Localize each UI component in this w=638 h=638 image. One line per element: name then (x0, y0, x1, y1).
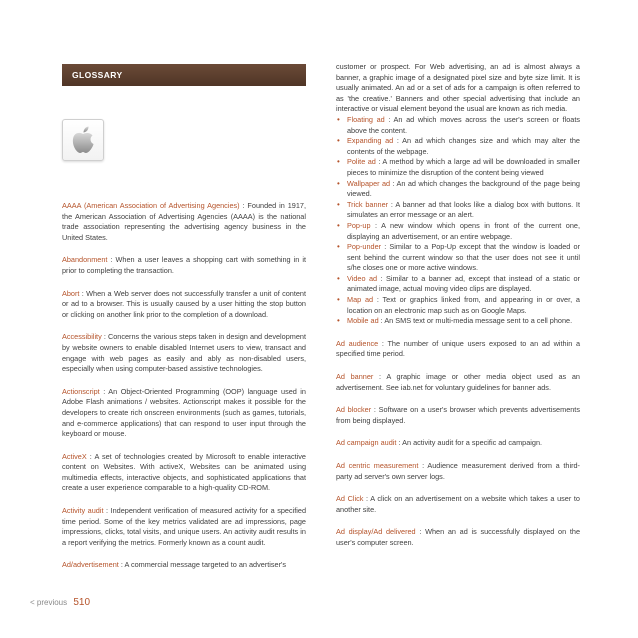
glossary-term[interactable]: ActiveX (62, 451, 87, 461)
glossary-definition: : A commercial message targeted to an advertiser's (118, 560, 287, 570)
glossary-definition: : An ad which changes size and which may alter the contents of the webpage. (347, 136, 580, 156)
apple-logo-icon (62, 119, 104, 161)
glossary-entry (336, 339, 580, 360)
glossary-definition: : Audience measurement derived from a third-party ad server's own server logs. (336, 461, 580, 481)
ad-type-item (336, 295, 580, 316)
glossary-definition: : When a Web server does not successfully transfer a unit of content or ad to a browser. This is usually caused by a user hitting the stop button or clicking on another link prior to the completion of a download. (62, 288, 306, 319)
glossary-term[interactable]: Video ad (347, 273, 378, 283)
glossary-term[interactable]: Pop-under (347, 242, 382, 252)
glossary-entry (62, 506, 306, 548)
glossary-entry (62, 201, 306, 243)
glossary-term[interactable]: Actionscript (62, 386, 100, 396)
glossary-term[interactable]: Ad blocker (336, 405, 372, 415)
right-column (336, 62, 580, 561)
glossary-definition: : An activity audit for a specific ad campaign. (396, 438, 543, 448)
ad-type-item (336, 221, 580, 242)
ad-type-item (336, 316, 580, 327)
glossary-definition: : A set of technologies created by Microsoft to enable interactive content on Websites. With activeX, Websites can be animated using multimedia effects, interactive objects, and sophisticated applications that create a user experience comparable to a high-quality CD-ROM. (62, 451, 306, 493)
glossary-term[interactable]: Ad Click (336, 494, 364, 504)
glossary-definition: : A graphic image or other media object used as an advertisement. See iab.net for voluntary guidelines for banner ads. (336, 372, 580, 392)
glossary-definition: : An ad which moves across the user's screen or floats above the content. (347, 114, 580, 135)
ad-type-item (336, 274, 580, 295)
glossary-definition: : A method by which a large ad will be downloaded in smaller pieces to minimize the disruption of the content being viewed (347, 157, 580, 177)
glossary-definition: : A new window which opens in front of the current one, displaying an advertisement, or an entire webpage. (347, 220, 580, 241)
glossary-entry (62, 452, 306, 494)
ad-types-list (336, 115, 580, 327)
glossary-definition: : When a user leaves a shopping cart with something in it prior to completing the transaction. (62, 255, 306, 275)
continued-definition: customer or prospect. For Web advertising, an ad is almost always a banner, a graphic image of a designated pixel size and byte size limit. It is usually animated. An ad or a set of ads for a campaign is often referred to as 'the creative.' Banners and other special advertising that include an interactive or visual element beyond the usual are known as rich media. (336, 62, 580, 114)
glossary-definition: : Software on a user's browser which prevents advertisements from being displayed. (336, 405, 580, 425)
glossary-term[interactable]: AAAA (American Association of Advertising Agencies) (62, 201, 240, 210)
glossary-entry (336, 461, 580, 482)
glossary-entry (336, 372, 580, 393)
glossary-term[interactable]: Mobile ad (347, 316, 379, 326)
right-glossary-list (336, 339, 580, 549)
ad-type-item (336, 136, 580, 157)
glossary-definition: : Text or graphics linked from, and appearing in or over, a location on an electronic map such as on Google Maps. (347, 295, 580, 315)
glossary-term[interactable]: Wallpaper ad (347, 178, 391, 188)
glossary-term[interactable]: Accessibility (62, 332, 102, 342)
glossary-term[interactable]: Expanding ad (347, 136, 394, 146)
glossary-entry (62, 387, 306, 440)
glossary-term[interactable]: Ad display/Ad delivered (336, 527, 416, 537)
glossary-term[interactable]: Map ad (347, 295, 374, 305)
ad-type-item (336, 179, 580, 200)
glossary-entry (336, 405, 580, 426)
glossary-definition: : Founded in 1917, the American Association of Advertising Agencies (AAAA) is the national trade association representing the advertising agency business in the United States. (62, 201, 306, 242)
glossary-definition: : Similar to a banner ad, except that instead of a static or animated image, actual moving video clips are displayed. (347, 273, 580, 294)
glossary-entry (62, 332, 306, 374)
glossary-term[interactable]: Ad banner (336, 372, 374, 382)
glossary-entry (62, 255, 306, 276)
glossary-definition: : A banner ad that looks like a dialog box with buttons. It simulates an error message or an alert. (347, 199, 580, 220)
glossary-term[interactable]: Floating ad (347, 114, 385, 124)
ad-type-item (336, 115, 580, 136)
ad-type-item (336, 157, 580, 178)
left-column (62, 64, 306, 583)
glossary-entry (336, 494, 580, 515)
glossary-definition: : Independent verification of measured activity for a specified time period. Some of the key metrics validated are ad impressions, page impressions, clicks, total visits, and unique users. An activity audit results in a report verifying the metrics. Formerly known as a count audit. (62, 506, 307, 547)
ad-type-item (336, 200, 580, 221)
glossary-entry (62, 560, 306, 571)
glossary-term[interactable]: Ad audience (336, 338, 379, 348)
previous-page-link[interactable]: < previous (30, 598, 68, 607)
left-glossary-list (62, 201, 306, 571)
glossary-definition: : A click on an advertisement on a website which takes a user to another site. (336, 494, 580, 514)
glossary-entry (336, 438, 580, 449)
glossary-term[interactable]: Ad/advertisement (62, 560, 119, 570)
glossary-term[interactable]: Polite ad (347, 157, 376, 167)
glossary-definition: : An Object-Oriented Programming (OOP) language used in Adobe Flash animations / websites. Actionscript makes it possible for the developers to create rich onscreen environments (such as games, tutorials, and e-commerce applications) that can respond to user input through the keyboard or mouse. (62, 386, 306, 439)
glossary-definition: : The number of unique users exposed to an ad within a specified time period. (336, 338, 581, 359)
glossary-definition: : When an ad is successfully displayed on the user's computer screen. (336, 527, 580, 547)
glossary-term[interactable]: Abort (62, 288, 80, 298)
glossary-entry (336, 527, 580, 548)
page-footer (30, 597, 90, 608)
page-number: 510 (73, 597, 91, 608)
glossary-definition: : An SMS text or multi-media message sent to a cell phone. (378, 316, 573, 326)
glossary-definition: : Concerns the various steps taken in design and development by website owners to enable disabled Internet users to view, transact and engage with web pages as easily and ably as non-disabled users, especially when using computer-based assistive technologies. (62, 332, 306, 374)
apple-logo-graphic (70, 125, 96, 155)
glossary-term[interactable]: Ad campaign audit (336, 438, 397, 448)
section-title-banner: GLOSSARY (62, 64, 306, 86)
glossary-term[interactable]: Trick banner (347, 199, 389, 209)
glossary-term[interactable]: Ad centric measurement (336, 461, 419, 470)
glossary-term[interactable]: Abandonment (62, 255, 108, 265)
glossary-definition: : An ad which changes the background of the page being viewed. (347, 178, 580, 199)
glossary-definition: : Similar to a Pop-Up except that the window is loaded or sent behind the current window so that the user does not see it until s/he closes one or more active windows. (347, 242, 580, 273)
glossary-term[interactable]: Pop-up (347, 220, 371, 230)
glossary-term[interactable]: Activity audit (62, 506, 104, 516)
glossary-entry (62, 289, 306, 321)
ad-type-item (336, 242, 580, 274)
